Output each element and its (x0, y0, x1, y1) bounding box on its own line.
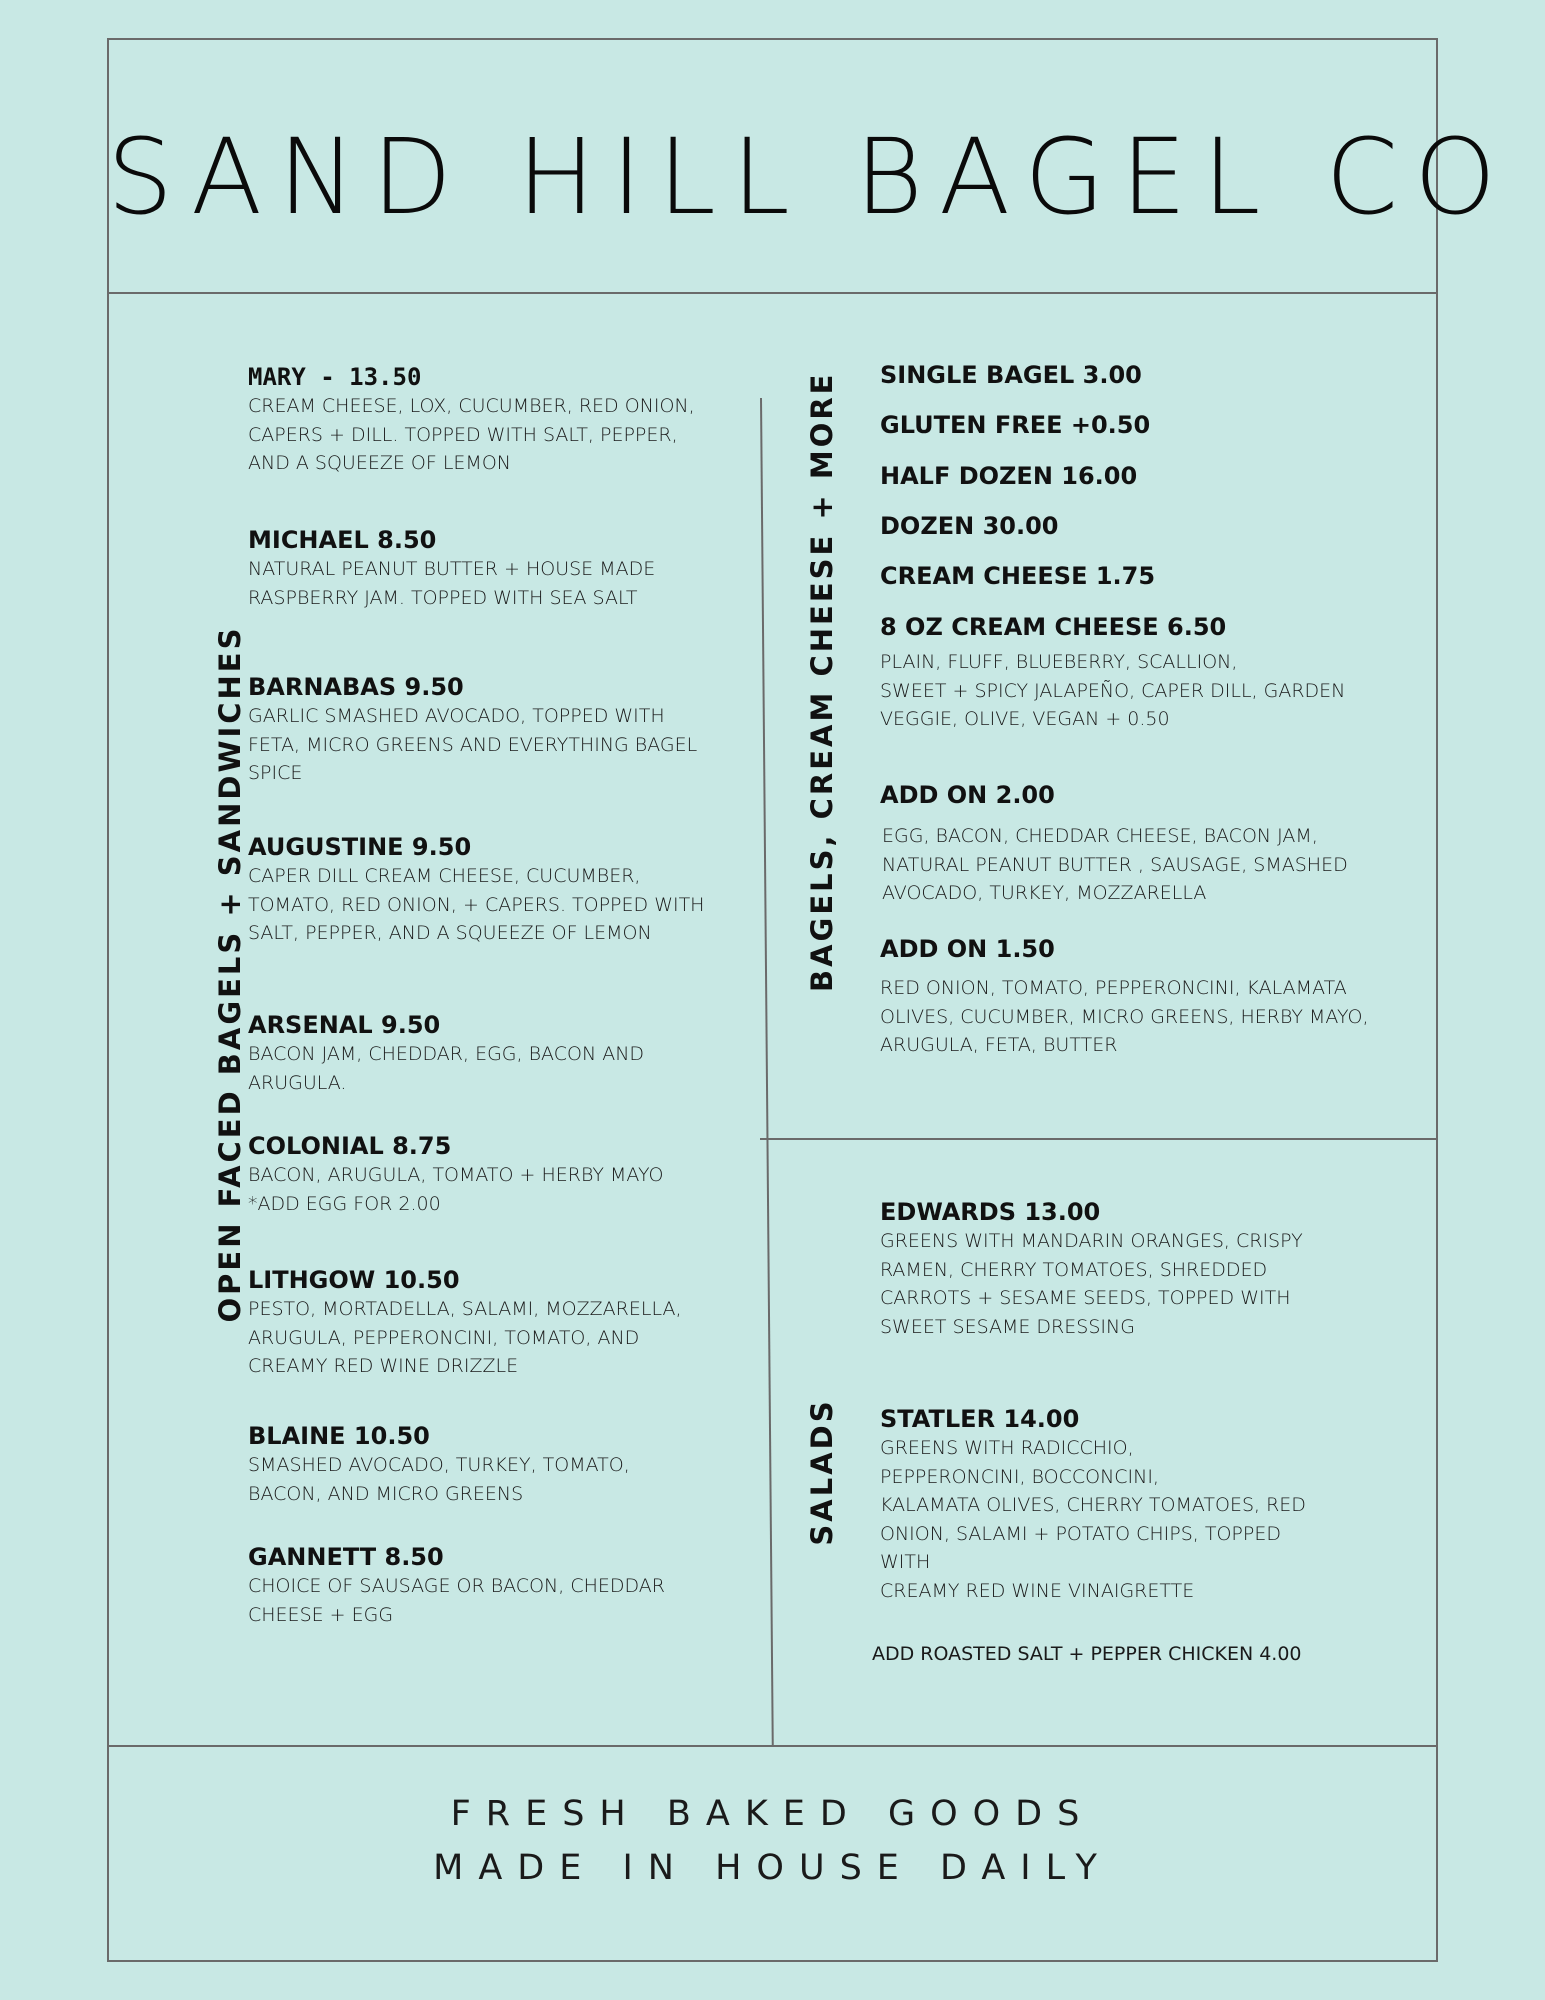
item-description: NATURAL PEANUT BUTTER + HOUSE MADE RASPBERRY JAM. TOPPED WITH SEA SALT (248, 558, 656, 609)
footer-line-1: FRESH BAKED GOODS (450, 1794, 1095, 1834)
section-label-salads: SALADS (805, 1398, 839, 1546)
item-description: SMASHED AVOCADO, TURKEY, TOMATO, BACON, AND MICRO GREENS (248, 1454, 630, 1505)
item-name: MICHAEL 8.50 (248, 526, 437, 554)
menu-item-arsenal (248, 1010, 748, 1097)
item-description: CREAM CHEESE, LOX, CUCUMBER, RED ONION, CAPERS + DILL. TOPPED WITH SALT, PEPPER, AND A SQUEEZE OF LEMON (248, 395, 695, 474)
item-description: PESTO, MORTADELLA, SALAMI, MOZZARELLA, ARUGULA, PEPPERONCINI, TOMATO, AND CREAMY RED WINE DRIZZLE (248, 1298, 682, 1377)
item-name: 8 OZ CREAM CHEESE 6.50 (880, 613, 1227, 641)
section-label-bagels: BAGELS, CREAM CHEESE + MORE (805, 371, 839, 992)
menu-item-blaine (248, 1421, 748, 1508)
item-name: EDWARDS 13.00 (880, 1198, 1101, 1226)
item-name: COLONIAL 8.75 (248, 1132, 452, 1160)
menu-item-augustine (248, 832, 748, 948)
menu-item-add-on-2 (880, 780, 1420, 908)
sandwiches-list (248, 362, 748, 1652)
item-name: ADD ON 1.50 (880, 935, 1055, 963)
menu-item-michael (248, 525, 748, 612)
item-description: EGG, BACON, CHEDDAR CHEESE, BACON JAM, NATURAL PEANUT BUTTER , SAUSAGE, SMASHED AVOCADO, TURKEY, MOZZARELLA (882, 825, 1348, 904)
menu-item-gluten-free: GLUTEN FREE +0.50 (880, 411, 1151, 439)
menu-item-half-dozen: HALF DOZEN 16.00 (880, 462, 1138, 490)
item-description: GREENS WITH MANDARIN ORANGES, CRISPY RAMEN, CHERRY TOMATOES, SHREDDED CARROTS + SESAME SEEDS, TOPPED WITH SWEET SESAME DRESSING (880, 1230, 1303, 1338)
item-name: STATLER 14.00 (880, 1405, 1080, 1433)
menu-item-lithgow (248, 1265, 748, 1381)
menu-item-dozen: DOZEN 30.00 (880, 512, 1059, 540)
item-description: GARLIC SMASHED AVOCADO, TOPPED WITH FETA, MICRO GREENS AND EVERYTHING BAGEL SPICE (248, 705, 698, 784)
item-description: BACON, ARUGULA, TOMATO + HERBY MAYO *ADD EGG FOR 2.00 (248, 1164, 664, 1215)
item-name: BARNABAS 9.50 (248, 673, 464, 701)
salads-divider (760, 1138, 1438, 1140)
menu-item-8oz-cream-cheese (880, 612, 1420, 734)
page-title: SAND HILL BAGEL CO (107, 116, 1513, 238)
menu-item-gannett (248, 1542, 748, 1629)
item-description: CAPER DILL CREAM CHEESE, CUCUMBER, TOMATO, RED ONION, + CAPERS. TOPPED WITH SALT, PEPPER, AND A SQUEEZE OF LEMON (248, 865, 705, 944)
item-name: ADD ON 2.00 (880, 781, 1055, 809)
item-name: MARY - 13.50 (248, 363, 422, 391)
item-description: RED ONION, TOMATO, PEPPERONCINI, KALAMATA OLIVES, CUCUMBER, MICRO GREENS, HERBY MAYO, ARUGULA, FETA, BUTTER (880, 977, 1369, 1056)
menu-item-edwards (880, 1197, 1420, 1341)
menu-item-statler (880, 1404, 1420, 1605)
menu-item-mary (248, 362, 748, 478)
footer-line-2: MADE IN HOUSE DAILY (433, 1848, 1112, 1888)
salads-list (880, 1197, 1420, 1617)
menu-item-add-on-1-50 (880, 934, 1420, 1060)
salad-add-chicken: ADD ROASTED SALT + PEPPER CHICKEN 4.00 (872, 1643, 1302, 1665)
menu-item-cream-cheese: CREAM CHEESE 1.75 (880, 562, 1156, 590)
item-description: CHOICE OF SAUSAGE OR BACON, CHEDDAR CHEESE + EGG (248, 1575, 666, 1626)
item-name: BLAINE 10.50 (248, 1422, 430, 1450)
item-name: LITHGOW 10.50 (248, 1266, 460, 1294)
item-description: GREENS WITH RADICCHIO, PEPPERONCINI, BOCCONCINI, KALAMATA OLIVES, CHERRY TOMATOES, RED ONION, SALAMI + POTATO CHIPS, TOPPED WITH CREAMY RED WINE VINAIGRETTE (880, 1437, 1306, 1602)
header-divider (107, 292, 1438, 294)
item-name: AUGUSTINE 9.50 (248, 833, 472, 861)
menu-item-single-bagel: SINGLE BAGEL 3.00 (880, 361, 1142, 389)
section-label-sandwiches: OPEN FACED BAGELS + SANDWICHES (213, 625, 247, 1323)
menu-item-barnabas (248, 672, 748, 788)
item-description: BACON JAM, CHEDDAR, EGG, BACON AND ARUGULA. (248, 1043, 645, 1094)
item-name: ARSENAL 9.50 (248, 1011, 441, 1039)
menu-item-colonial (248, 1131, 748, 1218)
item-description: PLAIN, FLUFF, BLUEBERRY, SCALLION, SWEET + SPICY JALAPEÑO, CAPER DILL, GARDEN VEGGIE, OLIVE, VEGAN + 0.50 (880, 651, 1346, 730)
item-name: GANNETT 8.50 (248, 1543, 444, 1571)
bagels-list (880, 612, 1420, 1062)
